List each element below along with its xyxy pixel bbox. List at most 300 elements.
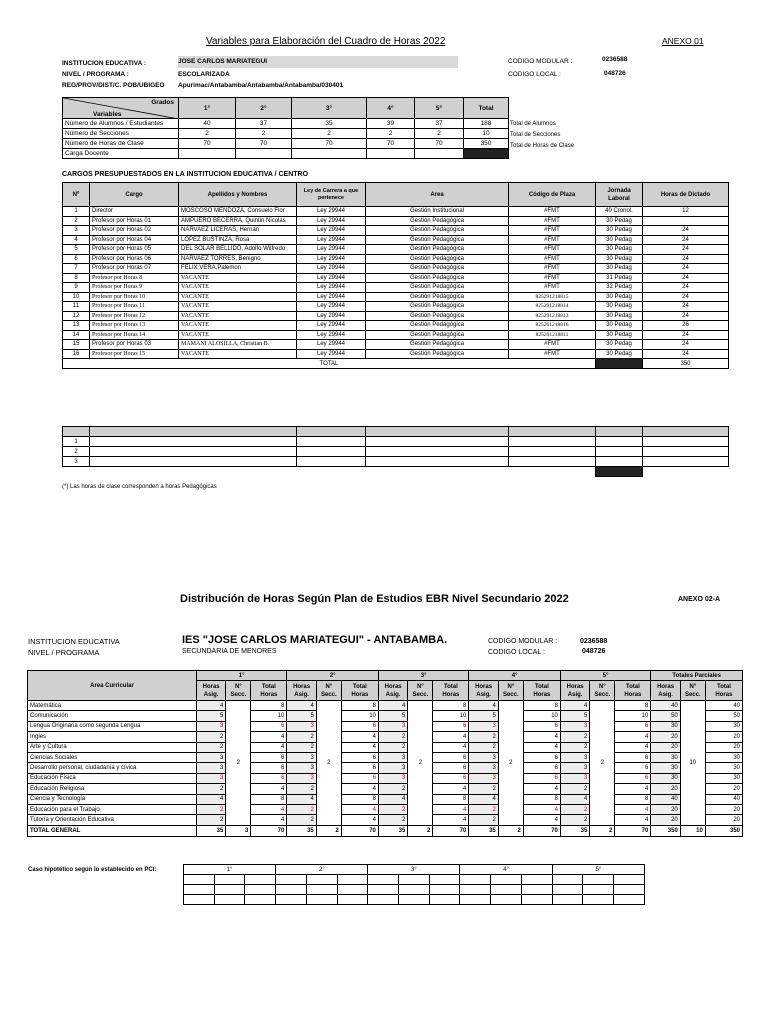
- caso-cell: [399, 895, 430, 905]
- total-horas: 6: [341, 721, 378, 731]
- cargo-row: [63, 330, 729, 340]
- caso-cell: [276, 895, 307, 905]
- sub-header: Total Horas: [433, 681, 469, 701]
- cargo-row: [63, 283, 729, 293]
- caso-cell: [583, 885, 614, 895]
- vars-row: [63, 139, 509, 149]
- cargo-row: [63, 273, 729, 283]
- cargo-name: Profesor por Horas 05: [90, 245, 179, 255]
- total-horas: 4: [433, 804, 469, 814]
- horas-asig: 4: [378, 701, 407, 711]
- cargos-total-label: TOTAL: [63, 359, 596, 369]
- tg-total-horas: 70: [341, 825, 378, 836]
- cargo-horas: 26: [643, 321, 729, 331]
- horas-asig: 2: [560, 815, 589, 825]
- tp-horas-asig: 40: [651, 701, 680, 711]
- anexo2-nivel-value: SECUNDARIA DE MENORES: [182, 648, 277, 655]
- cargo-ley: Ley 29944: [297, 349, 366, 359]
- area-name: Educación Física: [28, 773, 197, 783]
- total-horas: 4: [615, 784, 651, 794]
- vars-cell: 37: [236, 119, 292, 129]
- extra-header: [63, 427, 90, 437]
- total-horas: 6: [523, 763, 560, 773]
- tg-horas-asig: 35: [560, 825, 589, 836]
- tp-total-horas: 20: [705, 804, 742, 814]
- caso-cell: [429, 895, 460, 905]
- side-total-secciones: Total de Secciones: [510, 132, 561, 138]
- cargo-area: Gestión Pedagógica: [366, 235, 509, 245]
- cargo-person: AMPUERO BECERRA, Quintin Nicolas: [179, 216, 297, 226]
- extra-table: [62, 426, 729, 477]
- horas-asig: 2: [287, 784, 316, 794]
- cargos-total-dark: [596, 359, 643, 369]
- caso-cell: [245, 875, 276, 885]
- anexo2-codloc-value: 048726: [582, 648, 606, 655]
- cargo-num: 13: [63, 321, 90, 331]
- cargo-horas: 24: [643, 330, 729, 340]
- cargo-horas: 24: [643, 340, 729, 350]
- total-horas: 6: [341, 752, 378, 762]
- tg-num-secc: 2: [498, 825, 523, 836]
- tg-total-horas: 70: [251, 825, 287, 836]
- grade-header: 3°: [292, 98, 367, 119]
- horas-asig: 2: [287, 732, 316, 742]
- tp-horas-asig: 20: [651, 804, 680, 814]
- tg-totales: 10: [680, 825, 705, 836]
- cargo-row: [63, 264, 729, 274]
- total-horas: 4: [341, 784, 378, 794]
- total-horas: 6: [523, 752, 560, 762]
- total-horas: 6: [251, 773, 287, 783]
- area-row: [28, 784, 743, 794]
- horas-asig: 3: [560, 773, 589, 783]
- cargo-person: LOPEZ BUSTINZA, Rosa: [179, 235, 297, 245]
- total-horas: 4: [615, 804, 651, 814]
- area-name: Lengua Originaria como segunda Lengua: [28, 721, 197, 731]
- vars-cell: 37: [415, 119, 464, 129]
- area-name: Ciencias Sociales: [28, 752, 197, 762]
- horas-asig: 4: [196, 701, 225, 711]
- cargo-person: DEL SOLAR BELLIDO, Adolfo Wilfredo: [179, 245, 297, 255]
- grade-header: 5°: [415, 98, 464, 119]
- cargo-area: Gestión Pedagógica: [366, 340, 509, 350]
- total-horas: 8: [523, 794, 560, 804]
- cargo-ley: Ley 29944: [297, 207, 366, 217]
- cargo-name: Profesor por Horas 12: [90, 311, 179, 321]
- vars-row-label: Número de Alumnos / Estudiantes: [63, 119, 179, 129]
- cargo-row: [63, 226, 729, 236]
- cargo-horas: 24: [643, 273, 729, 283]
- total-horas: 8: [615, 794, 651, 804]
- cargo-name: Profesor por Horas 06: [90, 254, 179, 264]
- cargo-ley: Ley 29944: [297, 340, 366, 350]
- cargo-area: Gestión Pedagógica: [366, 311, 509, 321]
- area-name: Ingles: [28, 732, 197, 742]
- horas-asig: 4: [378, 794, 407, 804]
- cargos-header: Jornada Laboral: [596, 183, 643, 207]
- sub-header: N° Secc.: [680, 681, 705, 701]
- cargos-table: [62, 182, 729, 369]
- horas-asig: 2: [196, 732, 225, 742]
- total-horas: 8: [433, 701, 469, 711]
- horas-asig: 4: [560, 701, 589, 711]
- horas-asig: 3: [287, 752, 316, 762]
- caso-cell: [276, 885, 307, 895]
- plan-grade-header: 2°: [287, 671, 379, 681]
- area-name: Comunicación: [28, 711, 197, 721]
- horas-asig: 2: [378, 815, 407, 825]
- caso-grade-header: 4°: [460, 865, 552, 875]
- total-horas: 8: [341, 701, 378, 711]
- plan-grade-header: 5°: [560, 671, 650, 681]
- total-horas: 10: [251, 711, 287, 721]
- cargo-jornada: 30 Pedag: [596, 235, 643, 245]
- horas-asig: 4: [196, 794, 225, 804]
- sub-header: N° Secc.: [498, 681, 523, 701]
- cargo-area: Gestión Pedagógica: [366, 330, 509, 340]
- total-horas: 4: [523, 742, 560, 752]
- caso-cell: [491, 895, 522, 905]
- caso-cell: [368, 885, 399, 895]
- tp-total-horas: 20: [705, 732, 742, 742]
- caso-cell: [184, 885, 215, 895]
- cargo-row: [63, 254, 729, 264]
- caso-cell: [306, 895, 337, 905]
- horas-asig: 3: [469, 752, 498, 762]
- vars-cell: 2: [179, 129, 236, 139]
- cargo-num: 1: [63, 207, 90, 217]
- cargo-num: 9: [63, 283, 90, 293]
- tp-total-horas: 40: [705, 794, 742, 804]
- cargo-horas: 24: [643, 292, 729, 302]
- tp-total-horas: 40: [705, 701, 742, 711]
- cargo-plaza: 825291218811: [509, 330, 596, 340]
- anexo2-codloc-label: CODIGO LOCAL :: [488, 649, 545, 656]
- area-name: Matemática: [28, 701, 197, 711]
- total-horas: 6: [433, 752, 469, 762]
- corner-variables: Variables: [93, 111, 122, 118]
- horas-asig: 4: [469, 701, 498, 711]
- cargo-plaza: 825291218814: [509, 302, 596, 312]
- cargo-person: VACANTE: [179, 273, 297, 283]
- vars-row-label: Número de Secciones: [63, 129, 179, 139]
- horas-asig: 3: [378, 721, 407, 731]
- horas-asig: 2: [560, 804, 589, 814]
- extra-row-num: 2: [63, 447, 90, 457]
- horas-asig: 3: [196, 773, 225, 783]
- vars-cell: 39: [367, 119, 415, 129]
- cargos-header: Area: [366, 183, 509, 207]
- caso-cell: [368, 875, 399, 885]
- anexo2-nivel-label: NIVEL / PROGRAMA: [28, 648, 100, 657]
- horas-asig: 3: [378, 752, 407, 762]
- total-horas: 4: [523, 784, 560, 794]
- cargo-ley: Ley 29944: [297, 330, 366, 340]
- cargo-area: Gestión Pedagógica: [366, 245, 509, 255]
- vars-cell: 70: [367, 139, 415, 149]
- total-horas: 4: [251, 815, 287, 825]
- vars-corner: [63, 98, 179, 119]
- horas-asig: 2: [469, 804, 498, 814]
- tp-horas-asig: 20: [651, 784, 680, 794]
- horas-asig: 5: [287, 711, 316, 721]
- cargo-jornada: 31 Pedag: [596, 273, 643, 283]
- sub-header: Total Horas: [615, 681, 651, 701]
- tg-num-secc: 2: [316, 825, 341, 836]
- num-secc: 2: [498, 701, 523, 826]
- tp-horas-asig: 30: [651, 773, 680, 783]
- cargo-area: Gestión Pedagógica: [366, 264, 509, 274]
- horas-asig: 2: [560, 732, 589, 742]
- reg-value: Apurimac/Antabamba/Antabamba/Antabamba/030401: [178, 82, 344, 89]
- total-horas: 4: [433, 742, 469, 752]
- vars-cell: 70: [236, 139, 292, 149]
- vars-cell: 35: [292, 119, 367, 129]
- cargo-num: 3: [63, 226, 90, 236]
- cargo-person: VACANTE: [179, 321, 297, 331]
- vars-row: [63, 119, 509, 129]
- cargo-name: Profesor por Horas 07: [90, 264, 179, 274]
- vars-cell: 2: [236, 129, 292, 139]
- plan-grade-header: 4°: [469, 671, 561, 681]
- cargo-person: VACANTE: [179, 302, 297, 312]
- area-row: [28, 742, 743, 752]
- vars-row-label: Número de Horas de Clase: [63, 139, 179, 149]
- cargo-ley: Ley 29944: [297, 321, 366, 331]
- tp-total-horas: 30: [705, 721, 742, 731]
- sub-header: N° Secc.: [316, 681, 341, 701]
- vars-cell: [236, 149, 292, 159]
- horas-asig: 3: [287, 773, 316, 783]
- cargo-horas: [643, 216, 729, 226]
- horas-asig: 4: [287, 794, 316, 804]
- cargo-horas: 12: [643, 207, 729, 217]
- caso-cell: [214, 885, 245, 895]
- caso-cell: [245, 885, 276, 895]
- tp-horas-asig: 20: [651, 732, 680, 742]
- cargo-row: [63, 245, 729, 255]
- area-row: [28, 721, 743, 731]
- horas-asig: 5: [196, 711, 225, 721]
- total-horas: 4: [615, 742, 651, 752]
- cargos-header: Horas de Dictado: [643, 183, 729, 207]
- horas-asig: 2: [469, 732, 498, 742]
- cargo-plaza: #FMT: [509, 207, 596, 217]
- sub-header: Horas Asig.: [196, 681, 225, 701]
- cargo-row: [63, 207, 729, 217]
- cargo-ley: Ley 29944: [297, 283, 366, 293]
- caso-cell: [306, 875, 337, 885]
- caso-grade-header: 1°: [184, 865, 276, 875]
- cargo-name: Profesor por Horas 10: [90, 292, 179, 302]
- num-secc: 2: [408, 701, 433, 826]
- tp-horas-asig: 40: [651, 794, 680, 804]
- total-horas: 4: [251, 732, 287, 742]
- caso-cell: [460, 895, 491, 905]
- cargo-num: 4: [63, 235, 90, 245]
- cargo-jornada: 30 Pedag: [596, 216, 643, 226]
- tg-total-horas: 70: [433, 825, 469, 836]
- cargo-ley: Ley 29944: [297, 226, 366, 236]
- area-name: Ciencia y Tecnología: [28, 794, 197, 804]
- cargo-jornada: 30 Pedag: [596, 302, 643, 312]
- cargo-ley: Ley 29944: [297, 292, 366, 302]
- cargo-plaza: #FMT: [509, 235, 596, 245]
- area-header: Area Curricular: [28, 671, 197, 701]
- horas-asig: 3: [560, 763, 589, 773]
- vars-cell-dark: [464, 149, 509, 159]
- cargo-area: Gestión Pedagógica: [366, 226, 509, 236]
- cargo-area: Gestión Pedagógica: [366, 283, 509, 293]
- tp-total-horas: 20: [705, 784, 742, 794]
- cargo-num: 15: [63, 340, 90, 350]
- cargos-title: CARGOS PRESUPUESTADOS EN LA INSTITUCION EDUCATIVA / CENTRO: [62, 171, 309, 178]
- tp-horas-asig: 30: [651, 721, 680, 731]
- anexo2-label: ANEXO 02-A: [678, 596, 721, 603]
- cargo-num: 12: [63, 311, 90, 321]
- cargo-plaza: #FMT: [509, 349, 596, 359]
- cargo-num: 14: [63, 330, 90, 340]
- cargo-num: 8: [63, 273, 90, 283]
- tp-total-horas: 20: [705, 815, 742, 825]
- side-total-horas: Total de Horas de Clase: [510, 143, 575, 149]
- total-horas: 6: [341, 773, 378, 783]
- horas-asig: 2: [287, 815, 316, 825]
- tg-total-horas: 70: [615, 825, 651, 836]
- cargo-area: Gestión Institucional: [366, 207, 509, 217]
- cargo-num: 6: [63, 254, 90, 264]
- total-horas: 6: [523, 721, 560, 731]
- cargo-ley: Ley 29944: [297, 302, 366, 312]
- caso-cell: [399, 875, 430, 885]
- footnote: (*) Las horas de clase corresponden a horas Pedagógicas: [62, 484, 217, 490]
- vars-cell: 2: [367, 129, 415, 139]
- sub-header: N° Secc.: [590, 681, 615, 701]
- total-horas: 6: [615, 721, 651, 731]
- area-row: [28, 701, 743, 711]
- cargo-person: VACANTE: [179, 292, 297, 302]
- cargo-num: 2: [63, 216, 90, 226]
- horas-asig: 2: [196, 804, 225, 814]
- cargo-name: Director: [90, 207, 179, 217]
- grade-header: Total: [464, 98, 509, 119]
- cargo-row: [63, 321, 729, 331]
- horas-asig: 4: [560, 794, 589, 804]
- caso-grade-header: 5°: [552, 865, 644, 875]
- vars-row: [63, 149, 509, 159]
- sub-header: Total Horas: [251, 681, 287, 701]
- horas-asig: 3: [378, 773, 407, 783]
- total-horas: 4: [433, 732, 469, 742]
- cargo-name: Profesor por Horas 01: [90, 216, 179, 226]
- total-horas: 6: [251, 763, 287, 773]
- horas-asig: 2: [287, 804, 316, 814]
- horas-asig: 3: [560, 752, 589, 762]
- total-horas: 4: [341, 742, 378, 752]
- plan-grade-header: 1°: [196, 671, 286, 681]
- caso-cell: [614, 895, 645, 905]
- extra-row-num: 3: [63, 457, 90, 467]
- caso-cell: [214, 895, 245, 905]
- total-horas: 10: [433, 711, 469, 721]
- cargo-horas: 24: [643, 349, 729, 359]
- total-horas: 8: [251, 794, 287, 804]
- tp-horas-asig: 30: [651, 763, 680, 773]
- total-horas: 8: [615, 701, 651, 711]
- vars-cell: 188: [464, 119, 509, 129]
- area-name: Arte y Cultura: [28, 742, 197, 752]
- cargo-area: Gestión Pedagógica: [366, 216, 509, 226]
- extra-header: [366, 427, 509, 437]
- tg-num-secc: 2: [408, 825, 433, 836]
- caso-cell: [583, 895, 614, 905]
- total-horas: 8: [251, 701, 287, 711]
- horas-asig: 2: [469, 815, 498, 825]
- tp-num-secc: 10: [680, 701, 705, 826]
- cargo-horas: 24: [643, 302, 729, 312]
- extra-header: [509, 427, 596, 437]
- horas-asig: 4: [287, 701, 316, 711]
- caso-cell: [214, 875, 245, 885]
- tg-total-horas: 70: [523, 825, 560, 836]
- extra-header: [297, 427, 366, 437]
- total-horas: 4: [341, 732, 378, 742]
- caso-cell: [552, 895, 583, 905]
- cargo-jornada: 30 Pedag: [596, 330, 643, 340]
- anexo2-codmod-value: 0236588: [580, 638, 608, 645]
- cargo-plaza: #FMT: [509, 264, 596, 274]
- vars-cell: 40: [179, 119, 236, 129]
- caso-cell: [491, 875, 522, 885]
- cargo-horas: 24: [643, 226, 729, 236]
- caso-cell: [614, 875, 645, 885]
- cargo-horas: 24: [643, 264, 729, 274]
- extra-dark: [596, 467, 643, 477]
- cargo-ley: Ley 29944: [297, 264, 366, 274]
- cargo-jornada: 30 Pedag: [596, 292, 643, 302]
- total-horas: 6: [341, 763, 378, 773]
- tg-num-secc: 3: [226, 825, 251, 836]
- total-horas: 4: [251, 804, 287, 814]
- cargo-name: Profesor por Horas 11: [90, 302, 179, 312]
- tg-horas-asig: 35: [196, 825, 225, 836]
- caso-cell: [460, 885, 491, 895]
- anexo2-title: Distribución de Horas Según Plan de Estudios EBR Nivel Secundario 2022: [180, 593, 569, 605]
- horas-asig: 2: [560, 784, 589, 794]
- area-name: Desarrollo personal, ciudadanía y cívica: [28, 763, 197, 773]
- cargo-ley: Ley 29944: [297, 216, 366, 226]
- area-row: [28, 711, 743, 721]
- horas-asig: 3: [196, 721, 225, 731]
- num-secc: 2: [590, 701, 615, 826]
- cargo-row: [63, 292, 729, 302]
- extra-header: [90, 427, 297, 437]
- vars-cell: 70: [292, 139, 367, 149]
- cargo-person: VACANTE: [179, 311, 297, 321]
- cargo-name: Profesor por Horas 8: [90, 273, 179, 283]
- tp-total-horas: 50: [705, 711, 742, 721]
- caso-label: Caso hipotético según lo establecido en PCI:: [28, 867, 157, 873]
- inst-value: JOSE CARLOS MARIATEGUI: [178, 56, 458, 68]
- extra-header: [643, 427, 729, 437]
- side-total-alumnos: Total de Alumnos: [510, 121, 556, 127]
- total-horas: 6: [523, 773, 560, 783]
- tp-horas-asig: 20: [651, 742, 680, 752]
- cargo-row: [63, 235, 729, 245]
- grade-header: 1°: [179, 98, 236, 119]
- total-horas: 6: [615, 752, 651, 762]
- sub-header: Total Horas: [341, 681, 378, 701]
